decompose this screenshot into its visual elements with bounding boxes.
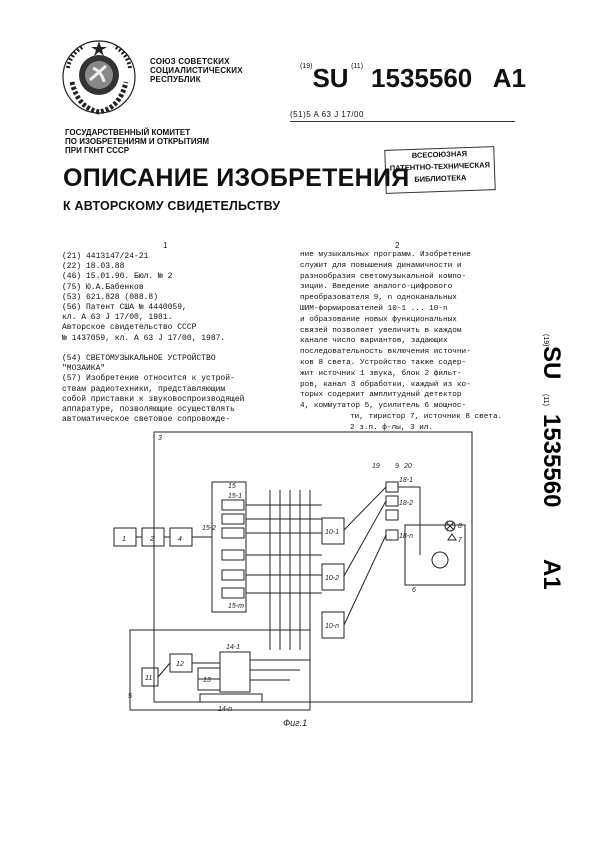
- country-code: SU: [312, 63, 349, 93]
- label-2: 2: [150, 536, 154, 543]
- text-line: служит для повышения динамичности и: [300, 261, 462, 270]
- text-line: ШИМ-формирователей 10-1 ... 10-n: [300, 304, 448, 313]
- text-line: ти, тиристор 7, источник 8 света.: [350, 412, 503, 421]
- text-line: ров, канал 3 обработки, каждый из ко-: [300, 380, 471, 389]
- label-14-1: 14-1: [226, 644, 241, 651]
- label-1: 1: [122, 536, 126, 543]
- text-line: последовательность включения источни-: [300, 348, 471, 357]
- biblio-line: (53) 621.828 (088.8): [62, 292, 159, 302]
- biblio-line: (54) СВЕТОМУЗЫКАЛЬНОЕ УСТРОЙСТВО: [62, 354, 216, 364]
- side-kind: A1: [538, 559, 565, 590]
- column-number: 2: [395, 241, 400, 250]
- text-line: 2 з.п. ф-лы, 3 ил.: [350, 423, 434, 432]
- biblio-line: (21) 4413147/24-21: [62, 252, 149, 261]
- committee-line: ГОСУДАРСТВЕННЫЙ КОМИТЕТ: [65, 128, 191, 137]
- side-patent-number: [510, 334, 565, 664]
- biblio-line: (75) Ю.А.Бабенков: [62, 282, 144, 292]
- label-18-n: 18-n: [399, 533, 414, 540]
- transistor: [432, 552, 448, 568]
- stamp-line: БИБЛИОТЕКА: [414, 173, 467, 184]
- country-union-name: [150, 57, 243, 84]
- text-line: торых содержит амплитудный детектор: [300, 391, 462, 400]
- text-line: связей позволяет увеличить в каждом: [300, 326, 462, 335]
- block-14: [220, 652, 250, 692]
- document-title: ОПИСАНИЕ ИЗОБРЕТЕНИЯ: [63, 164, 410, 192]
- side-country: SU: [538, 346, 565, 380]
- biblio-line: [62, 344, 282, 354]
- ussr-emblem: [60, 38, 138, 116]
- biblio-line: Авторское свидетельство СССР: [62, 323, 197, 333]
- stamp-line: ПАТЕНТНО-ТЕХНИЧЕСКАЯ: [389, 160, 491, 173]
- ipc-class: (51)5 A 63 J 17/00: [290, 110, 364, 119]
- label-10-1: 10-1: [325, 529, 340, 536]
- stamp-line: ВСЕСОЮЗНАЯ: [411, 149, 468, 160]
- processing-channel-frame: [154, 432, 472, 702]
- label-18-1: 18-1: [399, 477, 414, 484]
- biblio-line: автоматическое световое сопровожде-: [62, 415, 231, 425]
- union-line: СОЮЗ СОВЕТСКИХ: [150, 57, 230, 66]
- biblio-line: (57) Изобретение относится к устрой-: [62, 374, 235, 384]
- label-15-1: 15-1: [228, 493, 243, 500]
- label-13: 13: [203, 677, 211, 684]
- label-11: 11: [145, 675, 153, 682]
- power-amplifier: [405, 525, 465, 585]
- adc-block: [212, 482, 246, 612]
- label-10-2: 10-2: [325, 575, 340, 582]
- committee-line: ПРИ ГКНТ СССР: [65, 146, 130, 155]
- text-line: 4, коммутатор 5, усилитель 6 мощнос-: [300, 402, 467, 411]
- label-12: 12: [176, 661, 184, 668]
- union-line: СОЦИАЛИСТИЧЕСКИХ: [150, 66, 243, 75]
- label-7: 7: [458, 537, 462, 544]
- biblio-line: (56) Патент США № 4440059,: [62, 303, 187, 313]
- biblio-line: ствам радиотехники, представляющим: [62, 384, 226, 394]
- biblio-line: (46) 15.01.90. Бюл. № 2: [62, 272, 173, 282]
- text-line: зиции. Введение аналого-цифрового: [300, 283, 453, 292]
- biblio-line: аппаратуре, позволяющие осуществлять: [62, 405, 235, 415]
- biblio-line: кл. A 63 J 17/00, 1981.: [62, 313, 173, 323]
- code-11: (11): [351, 63, 364, 70]
- text-line: разнообразия светомузыкальной компо-: [300, 272, 467, 281]
- text-line: ние музыкальных программ. Изобретение: [300, 251, 471, 259]
- text-line: канале число вариантов, задающих: [300, 337, 448, 346]
- text-line: и образование новых функциональных: [300, 315, 457, 324]
- biblio-line: собой приставки к звуковоспроизводящей: [62, 394, 245, 404]
- label-10-n: 10-n: [325, 623, 340, 630]
- patent-number: 1535560: [371, 63, 473, 93]
- biblio-line: "МОЗАИКА": [62, 364, 106, 374]
- side-code-19: (19): [542, 334, 549, 347]
- text-line: ков 8 света. Устройство также содер-: [300, 358, 467, 367]
- side-code-11: (11): [542, 394, 549, 406]
- code-19: (19): [300, 63, 313, 70]
- column-number: 1: [163, 241, 168, 250]
- label-15-2: 15-2: [202, 525, 217, 532]
- document-subtitle: К АВТОРСКОМУ СВИДЕТЕЛЬСТВУ: [63, 199, 281, 213]
- union-line: РЕСПУБЛИК: [150, 75, 201, 84]
- label-5: 5: [128, 693, 132, 700]
- label-6: 6: [412, 587, 416, 594]
- thyristor-icon: [448, 534, 456, 540]
- circuit-diagram: [100, 430, 495, 720]
- committee-line: ПО ИЗОБРЕТЕНИЯМ И ОТКРЫТИЯМ: [65, 137, 210, 146]
- label-4: 4: [178, 536, 182, 543]
- label-15-m: 15-m: [228, 603, 244, 610]
- label-3: 3: [158, 435, 162, 442]
- divider: [290, 121, 515, 122]
- committee-name: [65, 128, 209, 155]
- label-15: 15: [228, 483, 236, 490]
- biblio-line: (22) 18.03.88: [62, 262, 125, 272]
- text-line: преобразователя 9, n одноканальных: [300, 294, 457, 303]
- bibliographic-data: [62, 252, 282, 425]
- abstract-column-2: [300, 250, 528, 434]
- label-20: 20: [404, 463, 412, 470]
- text-line: жит источник 1 звука, блок 2 фильт-: [300, 369, 462, 378]
- label-9: 9: [395, 463, 399, 470]
- label-14-n: 14-n: [218, 706, 233, 713]
- label-8: 8: [458, 523, 462, 530]
- label-18-2: 18-2: [399, 500, 414, 507]
- label-19: 19: [372, 463, 380, 470]
- side-number: 1535560: [538, 414, 565, 508]
- kind-code: A1: [492, 63, 527, 93]
- patent-number-block: [300, 63, 526, 94]
- biblio-line: № 1437059, кл. A 63 J 17/00, 1987.: [62, 333, 226, 343]
- figure-caption: Фиг.1: [283, 718, 308, 728]
